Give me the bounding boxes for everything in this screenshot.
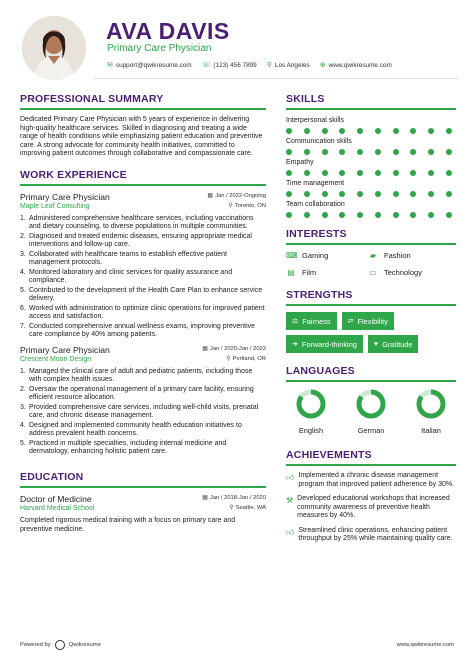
powered-by-label: Powered by bbox=[20, 642, 51, 648]
language-gauge bbox=[355, 388, 387, 420]
rating-dot bbox=[339, 212, 345, 218]
contact-phone[interactable]: ☏ (123) 456 7899 bbox=[201, 61, 257, 69]
rating-dot bbox=[286, 212, 292, 218]
skill-rating bbox=[286, 149, 452, 155]
strength-tag: ➜ Forward-thinking bbox=[286, 335, 363, 353]
rating-dot bbox=[428, 128, 434, 134]
rating-dot bbox=[375, 212, 381, 218]
experience-section bbox=[20, 169, 266, 457]
language-item bbox=[346, 388, 396, 435]
header-divider bbox=[94, 78, 458, 79]
languages-section bbox=[286, 365, 456, 435]
achievement-item: 👍︎ Streamlined clinic operations, enhancing patient throughput by 25% while maintaining quality care. bbox=[286, 526, 453, 542]
arrow-right-icon: ➜ bbox=[292, 341, 298, 348]
job-entry bbox=[20, 192, 266, 340]
rating-dot bbox=[410, 191, 416, 197]
arrows-icon: ⇄ bbox=[347, 318, 354, 325]
school-name: Harvard Medical School bbox=[20, 504, 95, 512]
summary-text: Dedicated Primary Care Physician with 5 years of experience in delivering high-quality healthcare services. Skilled in diagnosing and treating a wide range of health conditions while emphasizing patient education and preventive care. A strong advocate for community health initiatives, committed to improving patient outcomes through collaborative and compassionate care. bbox=[20, 116, 263, 158]
skill-label: Time management bbox=[286, 180, 345, 187]
rating-dot bbox=[304, 191, 310, 197]
strengths-section bbox=[286, 289, 456, 353]
rating-dot bbox=[428, 191, 434, 197]
scale-icon: ⚖ bbox=[292, 318, 299, 325]
skill-label: Empathy bbox=[286, 159, 314, 166]
interest-item: ▭ Technology bbox=[369, 268, 422, 277]
section-divider bbox=[286, 108, 456, 110]
skill-rating bbox=[286, 170, 452, 176]
candidate-name: AVA DAVIS bbox=[106, 18, 230, 44]
rating-dot bbox=[410, 212, 416, 218]
skill-item bbox=[286, 158, 456, 176]
rating-dot bbox=[357, 212, 363, 218]
rating-dot bbox=[393, 191, 399, 197]
strength-tag: ⇄ Flexibility bbox=[342, 312, 394, 330]
rating-dot bbox=[428, 170, 434, 176]
section-divider bbox=[286, 464, 456, 466]
achievement-item: 👍︎ Implemented a chronic disease management program that improved patient adherence by 30%. bbox=[286, 472, 455, 488]
contact-location: ⚲ Los Angeles bbox=[266, 61, 310, 69]
rating-dot bbox=[304, 212, 310, 218]
rating-dot bbox=[304, 128, 310, 134]
list-item: 1. Managed the clinical care of adult and pediatric patients, including those with complex health issues. bbox=[20, 367, 253, 384]
list-item: 4. Designed and implemented community health education initiatives to address prevalent health concerns. bbox=[20, 421, 242, 438]
shopping-bag-icon: ▰ bbox=[369, 251, 377, 260]
skill-item bbox=[286, 200, 456, 218]
section-divider bbox=[20, 486, 266, 488]
section-title: INTERESTS bbox=[286, 228, 347, 240]
education-text: Completed rigorous medical training with a focus on primary care and preventive medicine. bbox=[20, 516, 236, 533]
rating-dot bbox=[322, 128, 328, 134]
skill-rating bbox=[286, 128, 452, 134]
summary-section bbox=[20, 93, 266, 159]
skill-label: Communication skills bbox=[286, 138, 352, 145]
rating-dot bbox=[393, 212, 399, 218]
job-dates: Jan / 2022-Ongoing bbox=[215, 192, 266, 199]
degree-title: Doctor of Medicine bbox=[20, 493, 92, 504]
brand-name[interactable]: Qwikresume bbox=[68, 642, 101, 648]
interests-section bbox=[286, 228, 456, 277]
rating-dot bbox=[339, 128, 345, 134]
rating-dot bbox=[322, 170, 328, 176]
job-company: Crescent Moon Design bbox=[20, 355, 92, 363]
location-pin-icon: ⚲ bbox=[228, 202, 233, 209]
list-item: 3. Provided comprehensive care services, including well-child visits, prenatal care, and chronic disease management. bbox=[20, 403, 259, 420]
rating-dot bbox=[393, 149, 399, 155]
rating-dot bbox=[286, 170, 292, 176]
skills-section bbox=[286, 93, 456, 218]
job-entry bbox=[20, 345, 266, 457]
location-pin-icon: ⚲ bbox=[229, 504, 234, 511]
language-item bbox=[406, 388, 456, 435]
list-item: 5. Contributed to the development of the Health Care Plan to enhance service delivery. bbox=[20, 286, 263, 303]
globe-icon: ⊕ bbox=[319, 62, 326, 69]
rating-dot bbox=[446, 212, 452, 218]
section-divider bbox=[20, 108, 266, 110]
candidate-role: Primary Care Physician bbox=[107, 43, 212, 54]
left-column bbox=[20, 93, 266, 534]
list-item: 7. Conducted comprehensive annual wellness exams, improving preventive care compliance by 40% among patients. bbox=[20, 322, 256, 339]
skill-label: Interpersonal skills bbox=[286, 117, 344, 124]
job-title: Primary Care Physician bbox=[20, 191, 110, 202]
skill-rating bbox=[286, 191, 452, 197]
section-title: EDUCATION bbox=[20, 470, 84, 483]
job-title: Primary Care Physician bbox=[20, 344, 110, 355]
rating-dot bbox=[446, 128, 452, 134]
rating-dot bbox=[375, 149, 381, 155]
rating-dot bbox=[393, 170, 399, 176]
calendar-icon: ▦ bbox=[202, 494, 208, 501]
language-gauge bbox=[295, 388, 327, 420]
thumbs-up-icon: 👍︎ bbox=[286, 527, 295, 537]
contact-website[interactable]: ⊕ www.qwikresume.com bbox=[319, 61, 392, 69]
profile-photo bbox=[22, 16, 86, 80]
location-pin-icon: ⚲ bbox=[226, 355, 231, 362]
rating-dot bbox=[446, 191, 452, 197]
rating-dot bbox=[393, 128, 399, 134]
language-label: English bbox=[298, 426, 324, 435]
section-title: WORK EXPERIENCE bbox=[20, 168, 127, 181]
section-title: SKILLS bbox=[286, 93, 325, 105]
rating-dot bbox=[322, 149, 328, 155]
job-dates: Jan / 2020-Jan / 2022 bbox=[209, 345, 266, 352]
job-location: Toronto, ON bbox=[234, 202, 266, 209]
rating-dot bbox=[357, 128, 363, 134]
rating-dot bbox=[446, 149, 452, 155]
rating-dot bbox=[375, 170, 381, 176]
section-title: LANGUAGES bbox=[286, 365, 355, 377]
right-column bbox=[286, 93, 456, 550]
rating-dot bbox=[304, 170, 310, 176]
contact-email[interactable]: ✉ support@qwikresume.com bbox=[107, 61, 192, 69]
rating-dot bbox=[410, 128, 416, 134]
language-label: Italian bbox=[421, 426, 441, 435]
section-title: STRENGTHS bbox=[286, 289, 353, 301]
qwikresume-logo-icon bbox=[55, 640, 65, 650]
rating-dot bbox=[410, 170, 416, 176]
rating-dot bbox=[339, 149, 345, 155]
section-title: ACHIEVEMENTS bbox=[286, 449, 372, 461]
rating-dot bbox=[357, 170, 363, 176]
job-location: Portland, OR bbox=[232, 355, 266, 362]
thumbs-up-icon: 👍︎ bbox=[286, 473, 295, 482]
rating-dot bbox=[357, 149, 363, 155]
skill-item bbox=[286, 116, 456, 134]
education-section bbox=[20, 471, 266, 534]
list-item: 6. Worked with administration to optimize clinic operations for improved patient access and satisfaction. bbox=[20, 304, 265, 321]
job-company: Maple Leaf Consulting bbox=[20, 202, 90, 210]
calendar-icon: ▦ bbox=[207, 192, 214, 199]
section-divider bbox=[20, 184, 266, 186]
heart-icon: ♥ bbox=[373, 340, 379, 348]
rating-dot bbox=[410, 149, 416, 155]
skill-item bbox=[286, 179, 456, 197]
job-bullets bbox=[20, 368, 266, 457]
interest-item: ⌨ Gaming bbox=[286, 251, 329, 260]
achievements-section bbox=[286, 449, 456, 544]
interest-item: ▤ Film bbox=[287, 268, 317, 277]
list-item: 5. Practiced in multiple specialties, including internal medicine and dermatology, enhancing holistic patient care. bbox=[20, 439, 227, 456]
rating-dot bbox=[357, 191, 363, 197]
rating-dot bbox=[304, 149, 310, 155]
education-dates: Jan / 2018-Jan / 2020 bbox=[209, 494, 266, 501]
list-item: 2. Diagnosed and treated endemic diseases, ensuring appropriate medical interventions and follow-up care. bbox=[20, 232, 252, 249]
language-item bbox=[286, 388, 336, 435]
rating-dot bbox=[322, 191, 328, 197]
section-divider bbox=[286, 243, 456, 245]
phone-icon: ☏ bbox=[201, 62, 211, 69]
education-location: Seattle, WA bbox=[235, 504, 266, 511]
section-title: PROFESSIONAL SUMMARY bbox=[20, 93, 164, 105]
list-item: 2. Oversaw the operational management of a primary care facility, ensuring efficient resource allocation. bbox=[20, 385, 254, 402]
rating-dot bbox=[375, 128, 381, 134]
calendar-icon: ▦ bbox=[202, 345, 208, 352]
list-item: 4. Monitored laboratory and clinic services for quality assurance and compliance. bbox=[20, 268, 233, 285]
film-icon: ▤ bbox=[287, 268, 295, 277]
gamepad-icon: ⌨ bbox=[286, 251, 298, 260]
list-item: 1. Administered comprehensive healthcare services, including vaccinations and dietary counseling, to diverse populations in multiple communities. bbox=[20, 214, 254, 231]
contact-bar bbox=[107, 61, 402, 69]
rating-dot bbox=[428, 149, 434, 155]
language-label: German bbox=[357, 426, 385, 435]
rating-dot bbox=[446, 170, 452, 176]
rating-dot bbox=[375, 191, 381, 197]
footer bbox=[20, 640, 454, 650]
email-icon: ✉ bbox=[107, 62, 113, 69]
language-gauge bbox=[415, 388, 447, 420]
job-bullets bbox=[20, 215, 266, 340]
rating-dot bbox=[339, 191, 345, 197]
rating-dot bbox=[286, 128, 292, 134]
skill-rating bbox=[286, 212, 452, 218]
footer-url[interactable]: www.qwikresume.com bbox=[396, 642, 454, 648]
location-pin-icon: ⚲ bbox=[266, 62, 272, 69]
achievement-item: ⚒ Developed educational workshops that increased community awareness of preventive health measures by 40%. bbox=[286, 495, 450, 519]
list-item: 3. Collaborated with healthcare teams to establish effective patient management protocols. bbox=[20, 250, 227, 267]
rating-dot bbox=[322, 212, 328, 218]
rating-dot bbox=[428, 212, 434, 218]
interest-item: ▰ Fashion bbox=[369, 251, 411, 260]
rating-dot bbox=[286, 149, 292, 155]
gavel-icon: ⚒ bbox=[286, 496, 294, 505]
laptop-icon: ▭ bbox=[369, 268, 377, 277]
section-divider bbox=[286, 380, 456, 382]
rating-dot bbox=[286, 191, 292, 197]
rating-dot bbox=[339, 170, 345, 176]
strength-tag: ♥ Gratitude bbox=[368, 335, 419, 353]
section-divider bbox=[286, 304, 456, 306]
skill-label: Team collaboration bbox=[286, 201, 345, 208]
strength-tag: ⚖ Fairness bbox=[286, 312, 337, 330]
skill-item bbox=[286, 137, 456, 155]
